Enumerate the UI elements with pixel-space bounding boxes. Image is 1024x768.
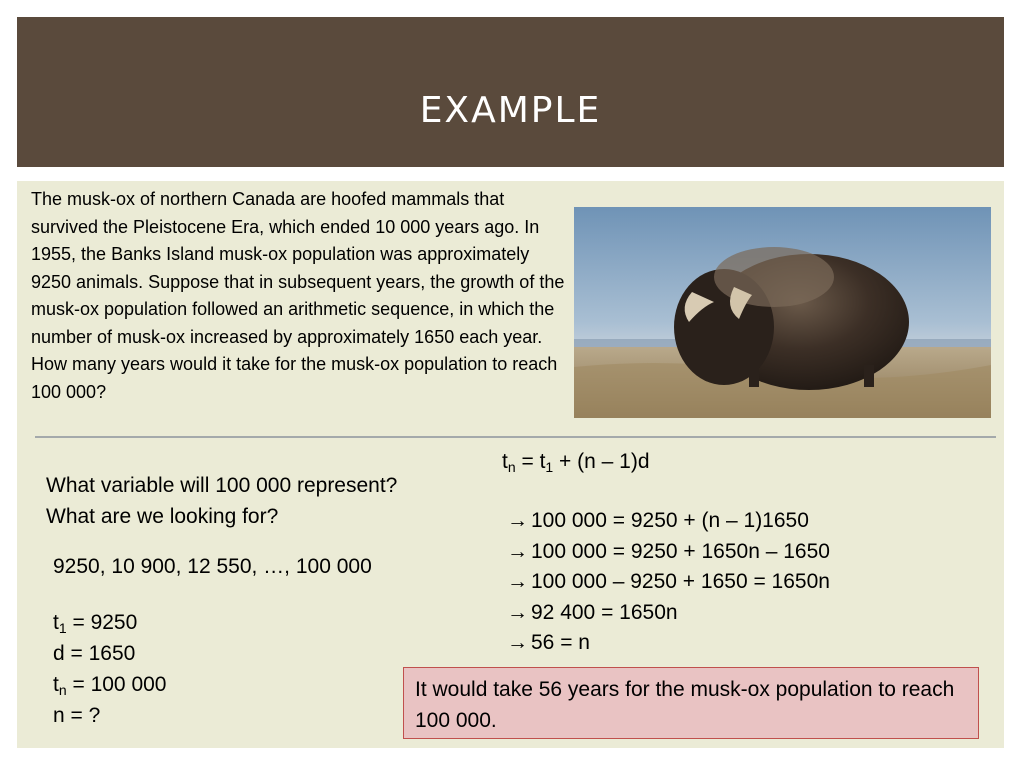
solution-step: → 100 000 = 9250 + 1650n – 1650 [507, 537, 830, 568]
solution-step: → 56 = n [507, 628, 830, 659]
given-n: n = ? [53, 704, 101, 727]
musk-ox-photo [574, 207, 991, 418]
answer-box: It would take 56 years for the musk-ox population to reach 100 000. [403, 667, 979, 739]
given-d: d = 1650 [53, 642, 136, 665]
question-line-1: What variable will 100 000 represent? [46, 474, 398, 497]
general-term-formula: $t_n = t_1 + (n - 1)d$ [502, 450, 650, 475]
solution-steps [507, 506, 830, 659]
divider-line [35, 436, 996, 438]
given-t1: $t_1 = 9250$ [53, 611, 138, 636]
given-values [53, 607, 166, 731]
question-line-2: What are we looking for? [46, 505, 279, 528]
title-bar [17, 17, 1004, 167]
problem-text: The musk-ox of northern Canada are hoofed mammals that survived the Pleistocene Era, which ended 10 000 years ago. In 1955, the Banks Island musk-ox population was approximately 9250 animals. Suppose that in subsequent years, the growth of the musk-ox population followed an arithmetic sequence, in which the number of musk-ox increased by approximately 1650 each year. How many years would it take for the musk-ox population to reach 100 000? [31, 189, 565, 402]
arrow-icon: → [507, 600, 528, 624]
sequence-terms: 9250, 10 900, 12 550, …, 100 000 [53, 555, 372, 578]
arrow-icon: → [507, 570, 528, 593]
musk-ox-image [574, 207, 991, 418]
slide-title: EXAMPLE [419, 90, 602, 131]
solution-step: → 92 400 = 1650n [507, 598, 830, 629]
arrow-icon: → [507, 509, 528, 532]
solution-step: → 100 000 = 9250 + (n – 1)1650 [507, 506, 830, 537]
given-tn: $t_n = 100$ 000 [53, 673, 167, 698]
solution-step: → 100 000 – 9250 + 1650 = 1650n [507, 567, 830, 598]
arrow-icon: → [507, 539, 528, 563]
arrow-icon: → [507, 631, 528, 654]
